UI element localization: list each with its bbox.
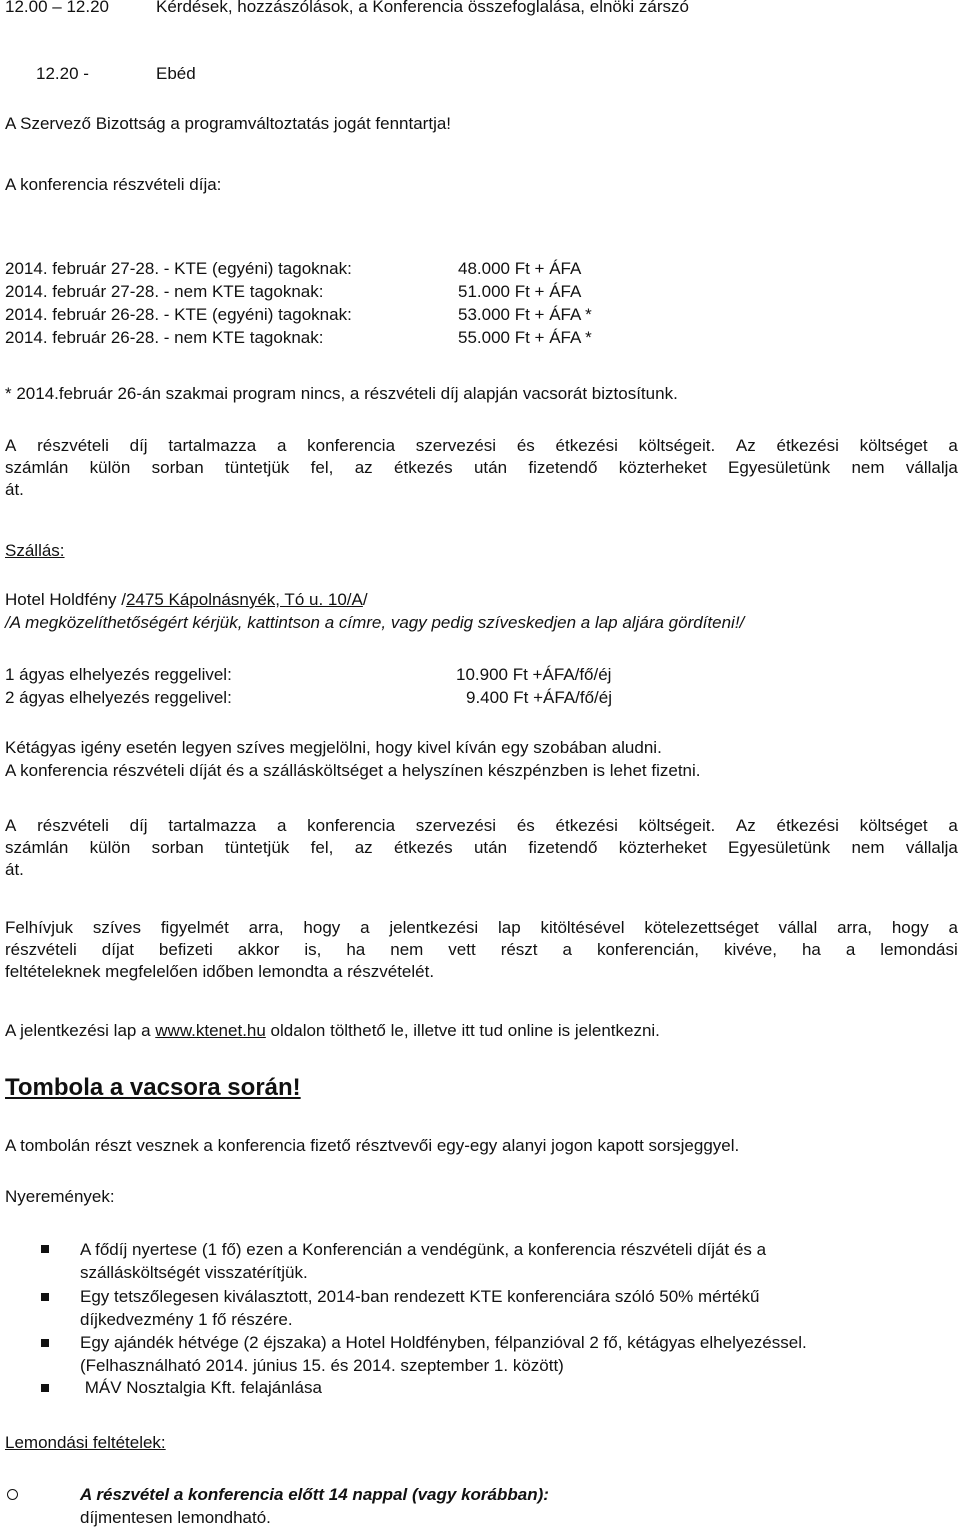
room-label: 2 ágyas elhelyezés reggelivel: xyxy=(5,688,232,707)
hotel-line xyxy=(5,589,368,611)
word: Egyesületünk xyxy=(728,458,831,477)
word: kötelezettséget xyxy=(644,918,759,937)
word: költséget xyxy=(859,436,928,455)
paragraph-last-line: át. xyxy=(5,480,24,499)
fees-heading: A konferencia részvételi díja: xyxy=(5,175,222,194)
lodging-heading: Szállás: xyxy=(5,541,65,560)
obligation-paragraph xyxy=(5,917,958,983)
word: tüntetjük xyxy=(225,838,290,857)
bullet-circle-icon xyxy=(7,1489,18,1500)
fee-value: 53.000 Ft + ÁFA * xyxy=(458,305,592,324)
word: a xyxy=(276,436,287,455)
word: vett xyxy=(448,940,476,959)
fee-value: 51.000 Ft + ÁFA xyxy=(458,282,582,301)
word: részt xyxy=(500,940,538,959)
word: számlán xyxy=(5,458,69,477)
directions-note: /A megközelíthetőségért kérjük, kattintson a címre, vagy pedig szíveskedjen a lap aljára gördíteni!/ xyxy=(5,613,745,632)
word: vállalja xyxy=(905,838,958,857)
word: arra, xyxy=(837,918,873,937)
program-time-2: 12.20 - xyxy=(36,64,89,83)
bullet-square-icon xyxy=(41,1293,49,1301)
prize-line: MÁV Nosztalgia Kft. felajánlása xyxy=(80,1378,322,1397)
justified-line xyxy=(5,837,958,859)
word: lap xyxy=(497,918,521,937)
word: a xyxy=(948,918,958,937)
word: nem xyxy=(851,838,885,857)
word: költségeit. xyxy=(638,816,716,835)
prize-line: Egy tetszőlegesen kiválasztott, 2014-ban rendezett KTE konferenciára szóló 50% mértékű xyxy=(80,1287,760,1306)
word: tüntetjük xyxy=(225,458,290,477)
registration-suffix: oldalon tölthető le, illetve itt tud online is jelentkezni. xyxy=(265,1021,660,1040)
word: kitöltésével xyxy=(540,918,625,937)
program-item-1: Kérdések, hozzászólások, a Konferencia összefoglalása, elnöki zárszó xyxy=(156,0,689,16)
fee-value: 55.000 Ft + ÁFA * xyxy=(458,328,592,347)
word: Az xyxy=(735,436,756,455)
word: akkor xyxy=(237,940,280,959)
word: szervezési xyxy=(415,816,497,835)
word: hogy xyxy=(303,918,341,937)
word: fizetendő xyxy=(528,458,598,477)
word: számlán xyxy=(5,838,69,857)
word: Egyesületünk xyxy=(728,838,831,857)
word: szíves xyxy=(92,918,142,937)
word: tartalmazza xyxy=(168,436,257,455)
word: a xyxy=(948,816,958,835)
word: részvételi xyxy=(37,436,109,455)
room-price: 10.900 Ft +ÁFA/fő/éj xyxy=(456,665,612,684)
word: után xyxy=(473,838,508,857)
fee-includes-paragraph-repeat xyxy=(5,815,958,881)
hotel-address-link[interactable]: 2475 Kápolnásnyék, Tó u. 10/A xyxy=(125,590,363,609)
word: és xyxy=(516,436,535,455)
word: külön xyxy=(89,838,131,857)
word: A xyxy=(5,816,17,835)
word: lemondási xyxy=(880,940,958,959)
prize-line: Egy ajándék hétvége (2 éjszaka) a Hotel Holdfényben, félpanzióval 2 fő, kétágyas elhelyezéssel. xyxy=(80,1333,807,1352)
word: konferencián, xyxy=(596,940,700,959)
hotel-suffix: / xyxy=(362,590,368,609)
cancellation-heading: Lemondási feltételek: xyxy=(5,1433,166,1452)
payment-note: A konferencia részvételi díját és a szállásköltséget a helyszínen készpénzben is lehet fizetni. xyxy=(5,761,701,780)
prize-line: (Felhasználható 2014. június 15. és 2014. szeptember 1. között) xyxy=(80,1356,564,1375)
prize-line: díjkedvezmény 1 fő részére. xyxy=(80,1310,293,1329)
fee-label: 2014. február 27-28. - KTE (egyéni) tagoknak: xyxy=(5,259,352,278)
word: Az xyxy=(735,816,756,835)
paragraph-last-line: feltételeknek megfelelően időben lemondta a részvételét. xyxy=(5,962,435,981)
fee-value: 48.000 Ft + ÁFA xyxy=(458,259,582,278)
word: tartalmazza xyxy=(168,816,257,835)
prize-line: A fődíj nyertese (1 fő) ezen a Konferencián a vendégünk, a konferencia részvételi díját és a xyxy=(80,1240,767,1259)
word: díj xyxy=(129,816,148,835)
word: a xyxy=(948,436,958,455)
program-item-2: Ebéd xyxy=(156,64,196,83)
word: hogy xyxy=(891,918,929,937)
word: vállalja xyxy=(905,458,958,477)
fee-label: 2014. február 27-28. - nem KTE tagoknak: xyxy=(5,282,324,301)
word: a xyxy=(562,940,572,959)
room-price: 9.400 Ft +ÁFA/fő/éj xyxy=(466,688,613,707)
word: Felhívjuk xyxy=(5,918,74,937)
word: közterheket xyxy=(618,458,707,477)
tombola-text: A tombolán részt vesznek a konferencia fizető résztvevői egy-egy alanyi jogon kapott sorsjeggyel. xyxy=(5,1136,740,1155)
word: ha xyxy=(346,940,366,959)
word: nem xyxy=(390,940,424,959)
registration-prefix: A jelentkezési lap a xyxy=(5,1021,156,1040)
justified-line xyxy=(5,939,958,961)
prize-line: szállásköltségét visszatérítjük. xyxy=(80,1263,308,1282)
word: is, xyxy=(304,940,322,959)
word: költséget xyxy=(859,816,928,835)
word: arra, xyxy=(248,918,284,937)
justified-line xyxy=(5,435,958,457)
word: és xyxy=(516,816,535,835)
bullet-square-icon xyxy=(41,1245,49,1253)
fee-label: 2014. február 26-28. - KTE (egyéni) tagoknak: xyxy=(5,305,352,324)
word: étkezési xyxy=(555,816,618,835)
word: fel, xyxy=(310,458,334,477)
prizes-label: Nyeremények: xyxy=(5,1187,115,1206)
fee-footnote: * 2014.február 26-án szakmai program nincs, a részvételi díj alapján vacsorát biztosítunk. xyxy=(5,384,678,403)
word: részvételi xyxy=(37,816,109,835)
word: vállal xyxy=(778,918,818,937)
word: ha xyxy=(801,940,821,959)
word: részvételi xyxy=(5,940,77,959)
word: étkezés xyxy=(394,838,453,857)
paragraph-last-line: át. xyxy=(5,860,24,879)
word: A xyxy=(5,436,17,455)
registration-line xyxy=(5,1020,660,1042)
bullet-square-icon xyxy=(41,1384,49,1392)
word: közterheket xyxy=(618,838,707,857)
word: fel, xyxy=(310,838,334,857)
word: a xyxy=(276,816,287,835)
word: étkezési xyxy=(555,436,618,455)
double-room-note: Kétágyas igény esetén legyen szíves megjelölni, hogy kivel kíván egy szobában aludni. xyxy=(5,738,662,757)
word: kivéve, xyxy=(724,940,777,959)
justified-line xyxy=(5,815,958,837)
word: sorban xyxy=(151,458,204,477)
hotel-name: Hotel Holdfény / xyxy=(5,590,126,609)
bullet-square-icon xyxy=(41,1339,49,1347)
fee-label: 2014. február 26-28. - nem KTE tagoknak: xyxy=(5,328,324,347)
word: az xyxy=(354,838,373,857)
justified-line xyxy=(5,917,958,939)
ktenet-link[interactable]: www.ktenet.hu xyxy=(155,1021,266,1040)
word: konferencia xyxy=(307,436,396,455)
word: díjat xyxy=(101,940,134,959)
program-time-1: 12.00 – 12.20 xyxy=(5,0,109,16)
cancellation-item-title: A részvétel a konferencia előtt 14 nappal (vagy korábban): xyxy=(80,1485,549,1504)
word: fizetendő xyxy=(528,838,598,857)
word: étkezési xyxy=(776,816,839,835)
word: költségeit. xyxy=(638,436,716,455)
justified-line xyxy=(5,457,958,479)
word: étkezési xyxy=(776,436,839,455)
word: külön xyxy=(89,458,131,477)
word: jelentkezési xyxy=(389,918,479,937)
word: konferencia xyxy=(307,816,396,835)
tombola-heading: Tombola a vacsora során! xyxy=(5,1074,301,1101)
room-label: 1 ágyas elhelyezés reggelivel: xyxy=(5,665,232,684)
word: szervezési xyxy=(415,436,497,455)
word: díj xyxy=(129,436,148,455)
cancellation-item-text: díjmentesen lemondható. xyxy=(80,1508,271,1527)
word: után xyxy=(473,458,508,477)
word: nem xyxy=(851,458,885,477)
word: sorban xyxy=(151,838,204,857)
program-change-note: A Szervező Bizottság a programváltoztatás jogát fenntartja! xyxy=(5,114,452,133)
word: az xyxy=(354,458,373,477)
word: befizeti xyxy=(158,940,213,959)
fee-includes-paragraph xyxy=(5,435,958,501)
word: a xyxy=(845,940,856,959)
word: étkezés xyxy=(394,458,453,477)
word: a xyxy=(360,918,370,937)
word: figyelmét xyxy=(160,918,229,937)
